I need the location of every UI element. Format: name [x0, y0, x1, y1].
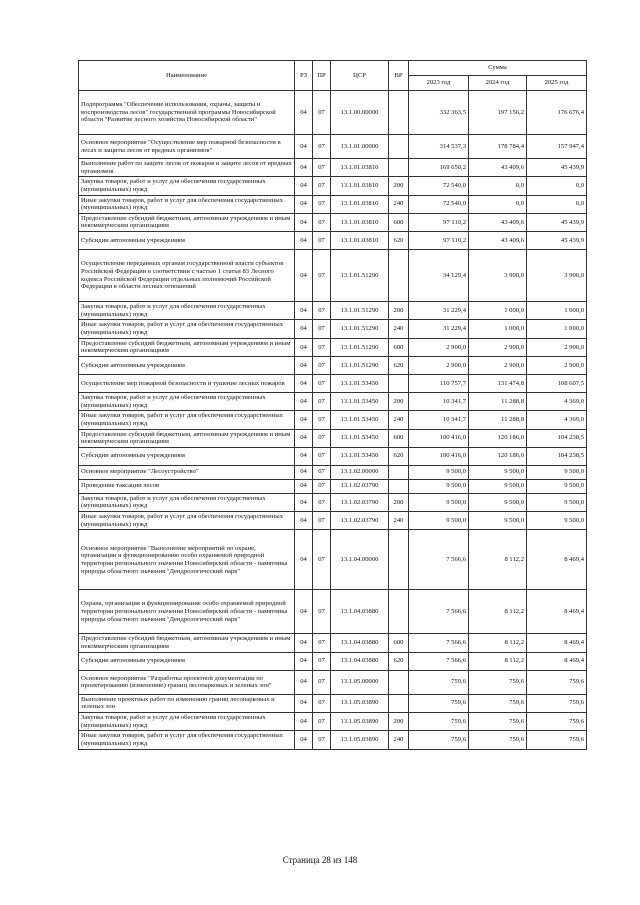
row-vr: 240 [389, 411, 409, 429]
table-row [79, 731, 587, 749]
row-amount-2025: 9 500,0 [527, 465, 587, 479]
table-row [79, 213, 587, 231]
row-rz: 04 [295, 213, 313, 231]
row-vr [389, 694, 409, 712]
row-name: Иные закупки товаров, работ и услуг для обеспечения государственных (муниципальных) нужд [79, 411, 295, 429]
row-vr: 600 [389, 338, 409, 356]
table-header [79, 61, 587, 91]
row-vr: 240 [389, 512, 409, 530]
row-amount-2023: 759,6 [409, 670, 469, 694]
row-amount-2023: 2 900,0 [409, 338, 469, 356]
row-csr: 13.1.01.51290 [331, 302, 389, 320]
row-amount-2025: 45 439,9 [527, 213, 587, 231]
row-amount-2024: 2 900,0 [469, 338, 527, 356]
row-name: Предоставление субсидий бюджетным, автономным учреждениям и иным некоммерческим организациям [79, 429, 295, 447]
row-amount-2025: 8 469,4 [527, 530, 587, 590]
row-vr [389, 159, 409, 177]
row-rz: 04 [295, 493, 313, 511]
row-amount-2025: 9 500,0 [527, 479, 587, 493]
row-csr: 13.1.01.51290 [331, 250, 389, 302]
table-row [79, 250, 587, 302]
row-amount-2023: 759,6 [409, 712, 469, 730]
row-csr: 13.1.04.03880 [331, 634, 389, 652]
row-amount-2023: 100 416,0 [409, 447, 469, 465]
row-csr: 13.1.01.00000 [331, 135, 389, 159]
row-csr: 13.1.02.03790 [331, 512, 389, 530]
row-amount-2023: 7 566,6 [409, 590, 469, 634]
row-amount-2024: 1 000,0 [469, 302, 527, 320]
row-pr: 07 [313, 731, 331, 749]
row-amount-2024: 3 900,0 [469, 250, 527, 302]
row-name: Закупка товаров, работ и услуг для обеспечения государственных (муниципальных) нужд [79, 493, 295, 511]
row-amount-2023: 72 540,0 [409, 195, 469, 213]
row-csr: 13.1.01.03810 [331, 195, 389, 213]
header-year-2023: 2023 год [409, 76, 469, 91]
row-vr: 200 [389, 177, 409, 195]
row-vr [389, 91, 409, 135]
row-rz: 04 [295, 447, 313, 465]
table-row [79, 447, 587, 465]
row-amount-2025: 8 469,4 [527, 590, 587, 634]
page-footer [0, 855, 640, 865]
row-amount-2025: 3 900,0 [527, 250, 587, 302]
row-amount-2024: 43 409,6 [469, 232, 527, 250]
row-vr [389, 670, 409, 694]
row-vr [389, 465, 409, 479]
row-name: Основное мероприятие "Лесоустройство" [79, 465, 295, 479]
row-vr [389, 530, 409, 590]
row-rz: 04 [295, 135, 313, 159]
row-csr: 13.1.02.00000 [331, 465, 389, 479]
row-amount-2023: 9 500,0 [409, 479, 469, 493]
row-amount-2025: 157 947,4 [527, 135, 587, 159]
row-amount-2024: 131 474,8 [469, 374, 527, 392]
table-row [79, 652, 587, 670]
row-amount-2023: 34 129,4 [409, 250, 469, 302]
table-row [79, 590, 587, 634]
row-amount-2024: 9 500,0 [469, 465, 527, 479]
table-row [79, 694, 587, 712]
row-amount-2023: 97 110,2 [409, 213, 469, 231]
table-row [79, 338, 587, 356]
row-rz: 04 [295, 91, 313, 135]
table-row [79, 392, 587, 410]
row-amount-2023: 332 363,5 [409, 91, 469, 135]
row-amount-2024: 0,0 [469, 195, 527, 213]
table-row [79, 91, 587, 135]
row-pr: 07 [313, 356, 331, 374]
row-amount-2024: 9 500,0 [469, 479, 527, 493]
table-row [79, 712, 587, 730]
row-pr: 07 [313, 250, 331, 302]
row-vr: 600 [389, 634, 409, 652]
row-amount-2025: 1 000,0 [527, 302, 587, 320]
row-pr: 07 [313, 213, 331, 231]
row-amount-2024: 197 156,2 [469, 91, 527, 135]
row-vr: 620 [389, 356, 409, 374]
row-csr: 13.1.05.03890 [331, 694, 389, 712]
row-name: Иные закупки товаров, работ и услуг для обеспечения государственных (муниципальных) нужд [79, 512, 295, 530]
header-sum: Сумма [409, 61, 587, 76]
header-year-2024: 2024 год [469, 76, 527, 91]
table-row [79, 177, 587, 195]
row-amount-2024: 8 112,2 [469, 652, 527, 670]
table-row [79, 479, 587, 493]
row-amount-2025: 0,0 [527, 195, 587, 213]
row-amount-2023: 110 757,7 [409, 374, 469, 392]
row-pr: 07 [313, 232, 331, 250]
row-rz: 04 [295, 634, 313, 652]
row-vr: 600 [389, 213, 409, 231]
row-vr: 200 [389, 392, 409, 410]
row-pr: 07 [313, 320, 331, 338]
row-rz: 04 [295, 530, 313, 590]
row-csr: 13.1.01.03810 [331, 159, 389, 177]
row-pr: 07 [313, 694, 331, 712]
row-amount-2024: 8 112,2 [469, 530, 527, 590]
row-csr: 13.1.04.03880 [331, 590, 389, 634]
row-rz: 04 [295, 712, 313, 730]
row-name: Субсидии автономным учреждениям [79, 447, 295, 465]
row-amount-2024: 43 409,6 [469, 213, 527, 231]
row-name: Основное мероприятие "Выполнение мероприятий по охране, организации и функционированию особо охраняемой природной территории регионального значения Новосибирской области - памятника природы областного значения "Дендрологический парк" [79, 530, 295, 590]
row-csr: 13.1.01.51290 [331, 338, 389, 356]
row-csr: 13.1.04.00000 [331, 530, 389, 590]
table-row [79, 195, 587, 213]
row-amount-2025: 8 469,4 [527, 634, 587, 652]
row-amount-2024: 759,6 [469, 670, 527, 694]
row-rz: 04 [295, 694, 313, 712]
row-pr: 07 [313, 195, 331, 213]
row-pr: 07 [313, 465, 331, 479]
row-pr: 07 [313, 652, 331, 670]
row-amount-2025: 9 500,0 [527, 512, 587, 530]
table-row [79, 530, 587, 590]
row-csr: 13.1.02.03790 [331, 493, 389, 511]
row-amount-2023: 759,6 [409, 694, 469, 712]
row-amount-2025: 4 369,0 [527, 411, 587, 429]
row-amount-2023: 9 500,0 [409, 465, 469, 479]
row-amount-2025: 1 000,0 [527, 320, 587, 338]
table-row [79, 135, 587, 159]
row-vr: 240 [389, 195, 409, 213]
row-name: Предоставление субсидий бюджетным, автономным учреждениям и иным некоммерческим организациям [79, 338, 295, 356]
row-csr: 13.1.05.03890 [331, 712, 389, 730]
row-csr: 13.1.01.53450 [331, 374, 389, 392]
row-amount-2025: 759,6 [527, 694, 587, 712]
row-name: Предоставление субсидий бюджетным, автономным учреждениям и иным некоммерческим организациям [79, 213, 295, 231]
row-amount-2023: 7 566,6 [409, 652, 469, 670]
row-pr: 07 [313, 530, 331, 590]
row-name: Субсидии автономным учреждениям [79, 356, 295, 374]
row-pr: 07 [313, 590, 331, 634]
row-name: Предоставление субсидий бюджетным, автономным учреждениям и иным некоммерческим организациям [79, 634, 295, 652]
row-amount-2023: 100 416,0 [409, 429, 469, 447]
table-row [79, 634, 587, 652]
row-amount-2024: 9 500,0 [469, 512, 527, 530]
row-rz: 04 [295, 195, 313, 213]
row-amount-2024: 0,0 [469, 177, 527, 195]
row-name: Подпрограмма "Обеспечение использования, охраны, защиты и воспроизводства лесов" государственной программы Новосибирской области "Развитие лесного хозяйства Новосибирской области" [79, 91, 295, 135]
row-name: Закупка товаров, работ и услуг для обеспечения государственных (муниципальных) нужд [79, 712, 295, 730]
row-vr: 200 [389, 493, 409, 511]
row-pr: 07 [313, 302, 331, 320]
row-name: Иные закупки товаров, работ и услуг для обеспечения государственных (муниципальных) нужд [79, 320, 295, 338]
row-csr: 13.1.05.03890 [331, 731, 389, 749]
row-name: Закупка товаров, работ и услуг для обеспечения государственных (муниципальных) нужд [79, 302, 295, 320]
budget-table [78, 60, 587, 750]
row-rz: 04 [295, 465, 313, 479]
table-row [79, 411, 587, 429]
row-amount-2023: 7 566,6 [409, 634, 469, 652]
row-amount-2025: 8 469,4 [527, 652, 587, 670]
row-rz: 04 [295, 250, 313, 302]
row-amount-2024: 178 784,4 [469, 135, 527, 159]
row-name: Охрана, организация и функционирование особо охраняемой природной территории регионального значения Новосибирской области - памятника природы областного значения "Дендрологический парк" [79, 590, 295, 634]
row-csr: 13.1.04.03880 [331, 652, 389, 670]
row-pr: 07 [313, 374, 331, 392]
row-amount-2023: 97 110,2 [409, 232, 469, 250]
row-amount-2024: 759,6 [469, 694, 527, 712]
row-rz: 04 [295, 232, 313, 250]
row-vr [389, 135, 409, 159]
row-name: Осуществление мер пожарной безопасности и тушение лесных пожаров [79, 374, 295, 392]
table-row [79, 320, 587, 338]
row-csr: 13.1.01.53450 [331, 392, 389, 410]
table-row [79, 429, 587, 447]
table-row [79, 670, 587, 694]
row-vr [389, 374, 409, 392]
table-row [79, 159, 587, 177]
row-amount-2024: 11 288,8 [469, 411, 527, 429]
row-amount-2025: 759,6 [527, 670, 587, 694]
row-vr: 620 [389, 447, 409, 465]
row-amount-2024: 43 409,6 [469, 159, 527, 177]
row-pr: 07 [313, 634, 331, 652]
table-body [79, 91, 587, 750]
row-amount-2024: 759,6 [469, 731, 527, 749]
row-rz: 04 [295, 411, 313, 429]
row-amount-2023: 31 229,4 [409, 302, 469, 320]
header-pr: ПР [313, 61, 331, 91]
row-amount-2024: 1 000,0 [469, 320, 527, 338]
row-csr: 13.1.01.53450 [331, 447, 389, 465]
row-csr: 13.1.01.03810 [331, 177, 389, 195]
row-pr: 07 [313, 479, 331, 493]
row-name: Выполнение работ по защите лесов от пожаров и защите лесов от вредных организмов [79, 159, 295, 177]
row-vr [389, 250, 409, 302]
row-amount-2025: 759,6 [527, 731, 587, 749]
row-pr: 07 [313, 429, 331, 447]
table-row [79, 374, 587, 392]
row-rz: 04 [295, 670, 313, 694]
header-rz: РЗ [295, 61, 313, 91]
row-rz: 04 [295, 302, 313, 320]
row-amount-2025: 2 900,0 [527, 356, 587, 374]
row-amount-2023: 169 650,2 [409, 159, 469, 177]
row-rz: 04 [295, 479, 313, 493]
header-vr: ВР [389, 61, 409, 91]
row-rz: 04 [295, 731, 313, 749]
row-csr: 13.1.01.51290 [331, 356, 389, 374]
header-csr: ЦСР [331, 61, 389, 91]
row-amount-2023: 2 900,0 [409, 356, 469, 374]
row-rz: 04 [295, 392, 313, 410]
table-row [79, 512, 587, 530]
row-pr: 07 [313, 670, 331, 694]
row-name: Основное мероприятие "Осуществление мер пожарной безопасности в лесах и защиты лесов от вредных организмов" [79, 135, 295, 159]
header-name: Наименование [79, 61, 295, 91]
row-amount-2023: 314 537,3 [409, 135, 469, 159]
row-name: Основное мероприятие "Разработка проектной документации по проектированию (изменению) границ лесопарковых и зеленых зон" [79, 670, 295, 694]
row-amount-2025: 104 238,5 [527, 447, 587, 465]
row-vr: 620 [389, 232, 409, 250]
row-amount-2023: 7 566,6 [409, 530, 469, 590]
row-pr: 07 [313, 159, 331, 177]
row-amount-2025: 108 607,5 [527, 374, 587, 392]
row-amount-2024: 2 900,0 [469, 356, 527, 374]
table-row [79, 232, 587, 250]
row-name: Закупка товаров, работ и услуг для обеспечения государственных (муниципальных) нужд [79, 392, 295, 410]
row-csr: 13.1.00.00000 [331, 91, 389, 135]
row-amount-2023: 31 229,4 [409, 320, 469, 338]
row-amount-2024: 8 112,2 [469, 590, 527, 634]
row-amount-2025: 45 439,9 [527, 232, 587, 250]
row-rz: 04 [295, 374, 313, 392]
row-amount-2023: 10 341,7 [409, 411, 469, 429]
row-amount-2023: 72 540,0 [409, 177, 469, 195]
row-rz: 04 [295, 512, 313, 530]
row-vr: 240 [389, 731, 409, 749]
row-pr: 07 [313, 177, 331, 195]
row-amount-2025: 104 238,5 [527, 429, 587, 447]
row-pr: 07 [313, 338, 331, 356]
row-amount-2025: 0,0 [527, 177, 587, 195]
row-pr: 07 [313, 493, 331, 511]
row-rz: 04 [295, 652, 313, 670]
row-amount-2024: 11 288,8 [469, 392, 527, 410]
row-pr: 07 [313, 447, 331, 465]
row-pr: 07 [313, 392, 331, 410]
row-amount-2025: 176 676,4 [527, 91, 587, 135]
row-rz: 04 [295, 320, 313, 338]
row-amount-2023: 9 500,0 [409, 512, 469, 530]
row-vr [389, 590, 409, 634]
row-pr: 07 [313, 135, 331, 159]
row-rz: 04 [295, 177, 313, 195]
row-name: Проведение таксации лесов [79, 479, 295, 493]
row-amount-2025: 4 369,0 [527, 392, 587, 410]
row-rz: 04 [295, 356, 313, 374]
row-vr [389, 479, 409, 493]
row-amount-2025: 9 500,0 [527, 493, 587, 511]
row-rz: 04 [295, 429, 313, 447]
table-row [79, 302, 587, 320]
page-number: Страница 28 из 148 [282, 855, 358, 865]
row-amount-2025: 45 439,9 [527, 159, 587, 177]
row-amount-2025: 2 900,0 [527, 338, 587, 356]
row-pr: 07 [313, 712, 331, 730]
row-amount-2024: 759,6 [469, 712, 527, 730]
table-row [79, 465, 587, 479]
row-csr: 13.1.02.03790 [331, 479, 389, 493]
row-csr: 13.1.01.53450 [331, 429, 389, 447]
row-name: Иные закупки товаров, работ и услуг для обеспечения государственных (муниципальных) нужд [79, 195, 295, 213]
row-vr: 240 [389, 320, 409, 338]
row-csr: 13.1.01.03810 [331, 232, 389, 250]
row-amount-2024: 120 186,0 [469, 429, 527, 447]
row-vr: 600 [389, 429, 409, 447]
row-vr: 620 [389, 652, 409, 670]
row-amount-2024: 8 112,2 [469, 634, 527, 652]
row-pr: 07 [313, 411, 331, 429]
row-rz: 04 [295, 590, 313, 634]
row-pr: 07 [313, 91, 331, 135]
row-vr: 200 [389, 712, 409, 730]
row-csr: 13.1.01.03810 [331, 213, 389, 231]
table-row [79, 493, 587, 511]
row-csr: 13.1.05.00000 [331, 670, 389, 694]
row-amount-2023: 10 341,7 [409, 392, 469, 410]
row-rz: 04 [295, 159, 313, 177]
row-rz: 04 [295, 338, 313, 356]
row-amount-2025: 759,6 [527, 712, 587, 730]
table-row [79, 356, 587, 374]
row-name: Субсидии автономным учреждениям [79, 232, 295, 250]
row-name: Закупка товаров, работ и услуг для обеспечения государственных (муниципальных) нужд [79, 177, 295, 195]
row-vr: 200 [389, 302, 409, 320]
row-name: Субсидии автономным учреждениям [79, 652, 295, 670]
row-amount-2024: 120 186,0 [469, 447, 527, 465]
row-amount-2024: 9 500,0 [469, 493, 527, 511]
header-year-2025: 2025 год [527, 76, 587, 91]
row-name: Выполнение проектных работ по изменению границ лесопарковых и зеленых зон [79, 694, 295, 712]
row-pr: 07 [313, 512, 331, 530]
row-csr: 13.1.01.51290 [331, 320, 389, 338]
row-amount-2023: 759,6 [409, 731, 469, 749]
row-name: Осуществление переданных органам государственной власти субъектов Российской Федерации в соответствии с частью 1 статьи 83 Лесного кодекса Российской Федерации отдельных полномочий Российской Федерации в области лесных отношений [79, 250, 295, 302]
row-name: Иные закупки товаров, работ и услуг для обеспечения государственных (муниципальных) нужд [79, 731, 295, 749]
row-amount-2023: 9 500,0 [409, 493, 469, 511]
row-csr: 13.1.01.53450 [331, 411, 389, 429]
